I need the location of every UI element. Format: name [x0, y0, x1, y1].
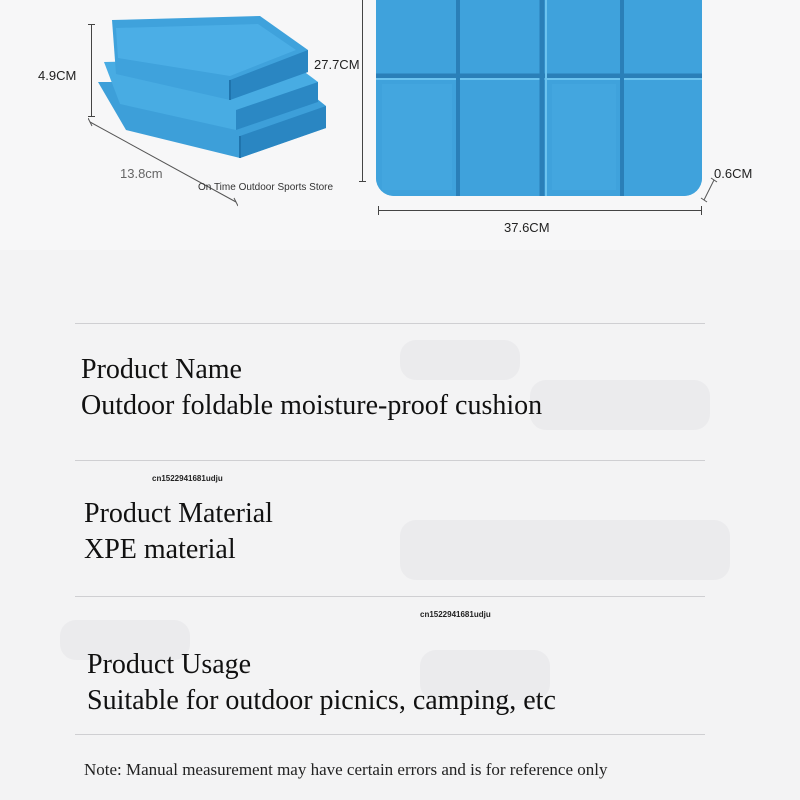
width-label: 37.6CM [504, 220, 550, 235]
background-shape [400, 520, 730, 580]
spec-value: XPE material [84, 534, 236, 565]
spec-product-material [84, 496, 273, 568]
thickness-label: 0.6CM [714, 166, 753, 181]
divider [75, 323, 705, 324]
watermark-code: cn1522941681udju [420, 610, 491, 619]
dim-line-folded-width [88, 118, 238, 208]
measurement-note: Note: Manual measurement may have certain errors and is for reference only [84, 760, 608, 779]
spec-title: Product Material [84, 498, 273, 529]
dim-tick [88, 116, 95, 117]
spec-value: Suitable for outdoor picnics, camping, etc [87, 685, 556, 716]
unfolded-pad-illustration [376, 0, 702, 196]
spec-product-name [81, 352, 542, 424]
spec-title: Product Name [81, 354, 242, 385]
dim-tick [88, 24, 95, 25]
dim-tick [378, 206, 379, 215]
folded-width-label: 13.8cm [120, 166, 163, 181]
watermark-code: cn1522941681udju [152, 474, 223, 483]
dim-tick [359, 181, 366, 182]
divider [75, 460, 705, 461]
spec-title: Product Usage [87, 649, 252, 680]
spec-product-usage [87, 647, 556, 719]
dim-tick [701, 206, 702, 215]
divider [75, 734, 705, 735]
folded-height-label: 4.9CM [38, 68, 77, 83]
dim-line-folded-height [91, 24, 92, 117]
store-watermark: On Time Outdoor Sports Store [198, 182, 334, 193]
background-shape [530, 380, 710, 430]
divider [75, 596, 705, 597]
length-label: 27.7CM [314, 57, 360, 72]
dim-line-width [378, 210, 702, 211]
dim-line-length [362, 0, 363, 182]
spec-value: Outdoor foldable moisture-proof cushion [81, 390, 543, 421]
